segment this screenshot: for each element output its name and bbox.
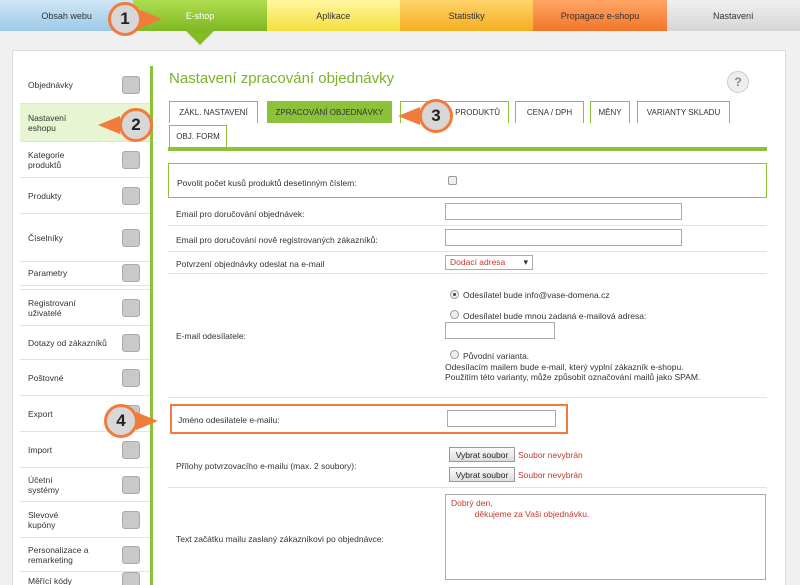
- sidebar-item-label: Poštovné: [28, 372, 64, 383]
- sidebar-item-label: Objednávky: [28, 79, 73, 90]
- sender-custom-email-input[interactable]: [445, 322, 555, 339]
- sidebar-item-objednavky[interactable]: [20, 66, 150, 104]
- intro-text-textarea[interactable]: Dobrý den, děkujeme za Vaši objednávku.: [445, 494, 766, 580]
- sidebar-item-label: Dotazy od zákazníků: [28, 337, 107, 348]
- tab-zakl-nastaveni[interactable]: ZÁKL. NASTAVENÍ: [169, 101, 258, 123]
- decimal-label: Povolit počet kusů produktů desetinným číslem:: [177, 178, 357, 188]
- sidebar-item-label: Import: [28, 444, 53, 455]
- sidebar-item-label: Produkty: [28, 190, 62, 201]
- callout-arrow-4: [136, 412, 158, 430]
- sidebar-item-label: Měřící kódy: [28, 576, 72, 585]
- confirm-send-label: Potvrzení objednávky odeslat na e-mail: [176, 259, 325, 269]
- sidebar-item-label: Slevové kupóny: [28, 509, 59, 530]
- tab-propagace[interactable]: [533, 0, 666, 31]
- sender-opt2-label: Odesílatel bude mnou zadaná e-mailová adresa:: [463, 311, 647, 321]
- sender-radio-2[interactable]: [450, 310, 459, 319]
- tab-label: Aplikace: [316, 10, 351, 21]
- sidebar-item-label: Kategorie produktů: [28, 149, 65, 170]
- sender-opt3-label: Původní varianta.: [463, 351, 530, 361]
- callout-3: 3: [419, 99, 453, 133]
- confirm-send-select[interactable]: Dodací adresa ▾: [445, 255, 533, 270]
- tab-aplikace[interactable]: [267, 0, 400, 31]
- sidebar-item-label: Export: [28, 408, 53, 419]
- sidebar-item-ciselniky[interactable]: [20, 214, 150, 262]
- sidebar-item-kategorie[interactable]: [20, 142, 150, 178]
- sidebar: [20, 66, 153, 585]
- code-icon: [122, 572, 140, 585]
- email-orders-label: Email pro doručování objednávek:: [176, 209, 305, 219]
- sidebar-item-label: Registrovaní uživatelé: [28, 297, 76, 318]
- sidebar-item-registrovani[interactable]: [20, 290, 150, 326]
- sidebar-item-label: Nastavení eshopu: [28, 112, 67, 133]
- bike-icon: [122, 229, 140, 247]
- sidebar-item-ucetni[interactable]: [20, 468, 150, 502]
- sidebar-item-label: Účetní systémy: [28, 474, 60, 495]
- email-new-users-label: Email pro doručování nově registrovaných zákazníků:: [176, 235, 378, 245]
- tabs-underline: [168, 147, 767, 151]
- choose-file-button-1[interactable]: Vybrat soubor: [449, 447, 515, 462]
- page-title: Nastavení zpracování objednávky: [169, 70, 395, 87]
- sidebar-item-label: Parametry: [28, 267, 68, 278]
- tab-zpracovani-objednavky[interactable]: ZPRACOVÁNÍ OBJEDNÁVKY: [267, 101, 392, 123]
- users-icon: [122, 299, 140, 317]
- tab-varianty-skladu[interactable]: VARIANTY SKLADU: [637, 101, 730, 123]
- chat-icon: [122, 334, 140, 352]
- sender-opt1-label: Odesílatel bude info@vase-domena.cz: [463, 290, 610, 300]
- calculator-icon: [122, 476, 140, 494]
- tab-label: Statistiky: [448, 10, 485, 21]
- highlight-sender-name: [170, 404, 568, 434]
- category-icon: [122, 151, 140, 169]
- clipboard-icon: [122, 76, 140, 94]
- no-file-label-1: Soubor nevybrán: [518, 450, 583, 460]
- tab-statistiky[interactable]: [400, 0, 533, 31]
- sender-name-label: Jméno odesílatele e-mailu:: [178, 415, 280, 425]
- tab-obj-form[interactable]: OBJ. FORM: [169, 125, 227, 147]
- choose-file-button-2[interactable]: Vybrat soubor: [449, 467, 515, 482]
- callout-4: 4: [104, 404, 138, 438]
- tab-cena-dph[interactable]: CENA / DPH: [515, 101, 584, 123]
- callout-2: 2: [119, 108, 153, 142]
- tab-produktu[interactable]: PRODUKTŮ: [400, 101, 509, 123]
- callout-1: 1: [108, 2, 142, 36]
- sender-radio-1[interactable]: [450, 290, 459, 299]
- sidebar-item-slevove[interactable]: [20, 502, 150, 538]
- import-icon: [122, 441, 140, 459]
- tab-nastaveni[interactable]: [667, 0, 800, 31]
- sidebar-item-merici[interactable]: [20, 572, 150, 585]
- email-orders-input[interactable]: [445, 203, 682, 220]
- sender-opt3-desc1: Odesílacím mailem bude e-mail, který vyplní zákazník e-shopu.: [445, 362, 684, 372]
- sender-radio-3[interactable]: [450, 350, 459, 359]
- sidebar-item-personalizace[interactable]: [20, 538, 150, 572]
- sidebar-item-dotazy[interactable]: [20, 326, 150, 360]
- help-icon[interactable]: ?: [727, 71, 749, 93]
- tag-icon: [122, 511, 140, 529]
- target-icon: [122, 546, 140, 564]
- sender-opt3-desc2: Použitím této varianty, může způsobit označování mailů jako SPAM.: [445, 372, 701, 382]
- sidebar-item-postovne[interactable]: [20, 360, 150, 396]
- decimal-checkbox[interactable]: [448, 176, 457, 185]
- intro-text-label: Text začátku mailu zaslaný zákazníkovi po objednávce:: [176, 534, 384, 544]
- tab-label: E-shop: [185, 10, 215, 21]
- email-new-users-input[interactable]: [445, 229, 682, 246]
- tab-label: Nastavení: [713, 10, 754, 21]
- callout-arrow-1: [140, 10, 162, 28]
- row-decimal: [168, 163, 767, 198]
- callout-arrow-3: [398, 107, 420, 125]
- sidebar-item-label: Číselníky: [28, 232, 63, 243]
- active-tab-pointer: [186, 31, 214, 45]
- sidebar-item-import[interactable]: [20, 432, 150, 468]
- sidebar-item-parametry[interactable]: [20, 256, 150, 290]
- sliders-icon: [122, 264, 140, 282]
- tab-label: Obsah webu: [41, 10, 92, 21]
- attachments-label: Přílohy potvrzovacího e-mailu (max. 2 soubory):: [176, 461, 357, 471]
- callout-arrow-2: [98, 116, 120, 134]
- sidebar-item-produkty[interactable]: [20, 178, 150, 214]
- sender-label: E-mail odesílatele:: [176, 331, 246, 341]
- tab-meny[interactable]: MĚNY: [590, 101, 630, 123]
- sidebar-item-label: Personalizace a remarketing: [28, 544, 89, 565]
- truck-icon: [122, 369, 140, 387]
- no-file-label-2: Soubor nevybrán: [518, 470, 583, 480]
- tab-label: Propagace e-shopu: [560, 10, 640, 21]
- box-icon: [122, 187, 140, 205]
